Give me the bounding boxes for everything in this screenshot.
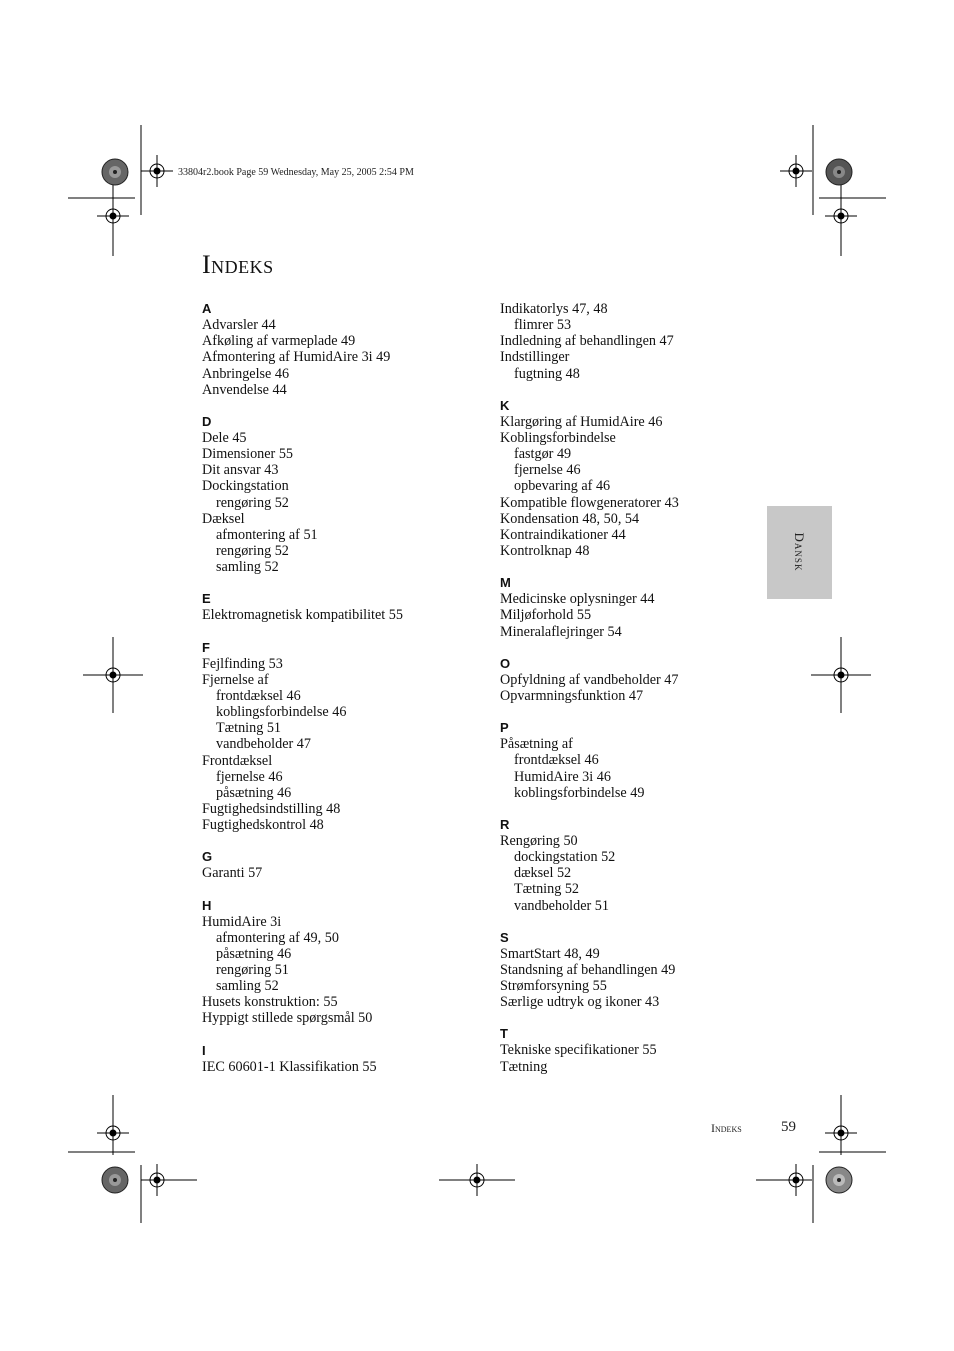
index-entry: Strømforsyning 55 — [500, 978, 607, 995]
index-entry: Koblingsforbindelse — [500, 429, 616, 446]
index-letter-heading: R — [500, 816, 510, 832]
index-subentry: fjernelse 46 — [216, 768, 283, 785]
index-entry: Rengøring 50 — [500, 832, 578, 849]
book-meta-header: 33804r2.book Page 59 Wednesday, May 25, 2005 2:54 PM — [178, 167, 414, 178]
index-section — [500, 575, 785, 640]
index-subentry: Tætning 51 — [216, 720, 282, 737]
index-section — [500, 656, 785, 704]
index-entry: Fjernelse af — [202, 671, 269, 688]
index-entry: IEC 60601-1 Klassifikation 55 — [202, 1058, 377, 1075]
index-letter-heading: D — [202, 413, 212, 429]
index-letter-heading: M — [500, 575, 511, 591]
index-entry: Elektromagnetisk kompatibilitet 55 — [202, 607, 403, 624]
index-section — [500, 301, 785, 382]
index-letter-heading: E — [202, 591, 211, 607]
index-entry: Dockingstation — [202, 478, 289, 495]
index-subentry: koblingsforbindelse 49 — [514, 784, 645, 801]
footer-section-label: Indeks — [711, 1121, 742, 1135]
index-subentry: flimrer 53 — [514, 317, 572, 334]
index-subentry: Tætning 52 — [514, 881, 580, 898]
index-section — [202, 1043, 487, 1075]
index-letter-heading: A — [202, 301, 212, 316]
index-entry: Standsning af behandlingen 49 — [500, 961, 676, 978]
index-letter-heading: H — [202, 897, 212, 913]
index-subentry: koblingsforbindelse 46 — [216, 704, 347, 721]
index-section — [500, 817, 785, 914]
index-letter-heading: G — [202, 849, 213, 865]
index-entry: Frontdæksel — [202, 752, 273, 769]
index-entry: Kompatible flowgeneratorer 43 — [500, 494, 679, 511]
index-subentry: fastgør 49 — [514, 446, 572, 463]
index-entry: Afkøling af varmeplade 49 — [202, 333, 356, 350]
index-entry: Dimensioner 55 — [202, 446, 294, 463]
index-column-right — [500, 301, 785, 1091]
index-entry: Dele 45 — [202, 429, 247, 446]
index-section — [202, 301, 487, 398]
index-entry: Indstillinger — [500, 349, 570, 366]
index-entry: Mineralaflejringer 54 — [500, 623, 622, 640]
language-side-tab — [767, 506, 832, 599]
index-entry: Fugtighedskontrol 48 — [202, 817, 324, 834]
index-entry: Afmontering af HumidAire 3i 49 — [202, 349, 391, 366]
index-entry: Klargøring af HumidAire 46 — [500, 413, 663, 430]
index-subentry: påsætning 46 — [216, 945, 292, 962]
index-letter-heading: T — [500, 1026, 508, 1042]
index-entry: Dæksel — [202, 510, 245, 527]
index-section — [202, 849, 487, 881]
index-subentry: frontdæksel 46 — [216, 687, 301, 704]
index-subentry: samling 52 — [216, 978, 279, 995]
page-number: 59 — [781, 1119, 796, 1135]
index-letter-heading: F — [202, 639, 210, 655]
index-letter-heading: P — [500, 720, 509, 736]
index-subentry: opbevaring af 46 — [514, 478, 611, 495]
index-entry: Kontraindikationer 44 — [500, 526, 626, 543]
index-subentry: samling 52 — [216, 559, 279, 576]
index-subentry: fugtning 48 — [514, 365, 580, 382]
index-entry: Kondensation 48, 50, 54 — [500, 510, 640, 527]
index-subentry: vandbeholder 51 — [514, 897, 609, 914]
side-tab-label: Dansk — [792, 532, 807, 572]
index-entry: Opvarmningsfunktion 47 — [500, 687, 644, 704]
index-entry: Hyppigt stillede spørgsmål 50 — [202, 1010, 373, 1027]
index-entry: Særlige udtryk og ikoner 43 — [500, 994, 660, 1011]
index-subentry: afmontering af 49, 50 — [216, 929, 339, 946]
index-section — [500, 398, 785, 559]
index-subentry: afmontering af 51 — [216, 526, 318, 543]
index-subentry: HumidAire 3i 46 — [514, 768, 611, 785]
index-entry: Dit ansvar 43 — [202, 462, 279, 479]
index-subentry: rengøring 52 — [216, 494, 289, 511]
index-entry: Medicinske oplysninger 44 — [500, 591, 655, 608]
index-entry: SmartStart 48, 49 — [500, 945, 600, 962]
page-title: Indeks — [202, 250, 274, 279]
index-entry: Kontrolknap 48 — [500, 542, 590, 559]
index-entry: Indikatorlys 47, 48 — [500, 301, 608, 317]
index-subentry: fjernelse 46 — [514, 462, 581, 479]
index-entry: Tekniske specifikationer 55 — [500, 1042, 657, 1059]
index-section — [202, 640, 487, 834]
index-entry: Garanti 57 — [202, 865, 263, 882]
index-section — [202, 414, 487, 575]
index-entry: Anbringelse 46 — [202, 365, 290, 382]
index-section — [500, 930, 785, 1011]
index-entry: Husets konstruktion: 55 — [202, 994, 338, 1011]
index-entry: Tætning — [500, 1058, 548, 1075]
index-subentry: vandbeholder 47 — [216, 736, 311, 753]
index-letter-heading: K — [500, 397, 510, 413]
index-entry: Fejlfinding 53 — [202, 655, 283, 672]
index-entry: Anvendelse 44 — [202, 381, 287, 398]
index-subentry: rengøring 51 — [216, 962, 289, 979]
index-entry: Advarsler 44 — [202, 317, 276, 334]
index-subentry: frontdæksel 46 — [514, 752, 599, 769]
index-entry: Opfyldning af vandbeholder 47 — [500, 671, 679, 688]
index-letter-heading: I — [202, 1042, 206, 1058]
index-subentry: påsætning 46 — [216, 784, 292, 801]
index-entry: Miljøforhold 55 — [500, 607, 592, 624]
index-entry: Påsætning af — [500, 736, 573, 753]
index-letter-heading: O — [500, 655, 511, 671]
index-subentry: dæksel 52 — [514, 865, 572, 882]
index-entry: Indledning af behandlingen 47 — [500, 333, 674, 350]
index-section — [500, 720, 785, 801]
index-column-left — [202, 301, 487, 1091]
index-section — [500, 1026, 785, 1074]
index-entry: HumidAire 3i — [202, 913, 282, 930]
index-section — [202, 898, 487, 1027]
index-entry: Fugtighedsindstilling 48 — [202, 800, 341, 817]
index-letter-heading: S — [500, 929, 509, 945]
index-section — [202, 591, 487, 623]
index-subentry: rengøring 52 — [216, 542, 289, 559]
index-subentry: dockingstation 52 — [514, 849, 616, 866]
